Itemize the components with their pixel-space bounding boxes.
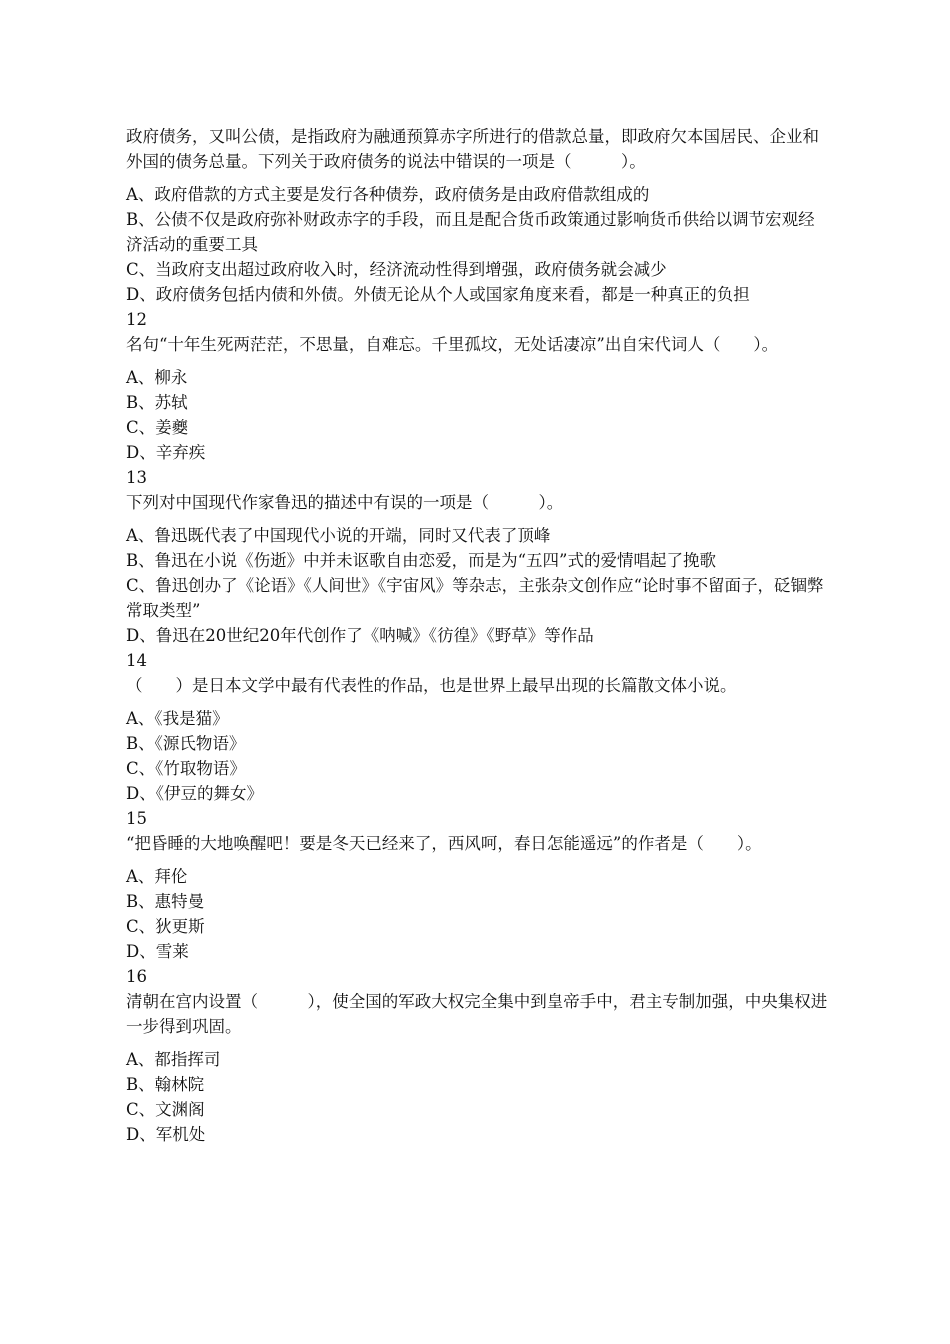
question-stem: 清朝在宫内设置（ ），使全国的军政大权完全集中到皇帝手中，君主专制加强，中央集权进一步得到巩固。 (126, 992, 828, 1036)
document-page (126, 124, 830, 1147)
question-stem: 政府债务，又叫公债，是指政府为融通预算赤字所进行的借款总量，即政府欠本国居民、企业和外国的债务总量。下列关于政府债务的说法中错误的一项是（ ）。 (126, 127, 819, 171)
option-b: B、鲁迅在小说《伤逝》中并未讴歌自由恋爱，而是为“五四”式的爱情唱起了挽歌 (126, 551, 716, 570)
option-a: A、都指挥司 (126, 1050, 221, 1069)
question-number: 15 (126, 809, 147, 828)
option-b: B、《源氏物语》 (126, 734, 246, 753)
question-number: 14 (126, 651, 147, 670)
option-a: A、《我是猫》 (126, 709, 229, 728)
option-d: D、雪莱 (126, 942, 189, 961)
option-a: A、鲁迅既代表了中国现代小说的开端，同时又代表了顶峰 (126, 526, 551, 545)
question-13 (126, 465, 830, 648)
question-14 (126, 648, 830, 806)
option-a: A、政府借款的方式主要是发行各种债券，政府债务是由政府借款组成的 (126, 185, 650, 204)
question-12 (126, 307, 830, 465)
question-15 (126, 806, 830, 964)
option-c: C、文渊阁 (126, 1100, 205, 1119)
option-b: B、苏轼 (126, 393, 188, 412)
option-c: C、狄更斯 (126, 917, 205, 936)
option-b: B、公债不仅是政府弥补财政赤字的手段，而且是配合货币政策通过影响货币供给以调节宏观经济活动的重要工具 (126, 210, 815, 254)
option-d: D、鲁迅在20世纪20年代创作了《呐喊》《彷徨》《野草》等作品 (126, 626, 594, 645)
question-16 (126, 964, 830, 1147)
option-c: C、鲁迅创办了《论语》《人间世》《宇宙风》等杂志，主张杂文创作应“论时事不留面子，砭锢弊常取类型” (126, 576, 824, 620)
option-c: C、当政府支出超过政府收入时，经济流动性得到增强，政府债务就会减少 (126, 260, 667, 279)
option-c: C、姜夔 (126, 418, 189, 437)
option-a: A、拜伦 (126, 867, 188, 886)
question-stem: 名句“十年生死两茫茫，不思量，自难忘。千里孤坟，无处话凄凉”出自宋代词人（ ）。 (126, 335, 779, 354)
question-11 (126, 124, 830, 307)
option-d: D、军机处 (126, 1125, 206, 1144)
question-number: 12 (126, 310, 147, 329)
option-c: C、《竹取物语》 (126, 759, 246, 778)
question-stem: 下列对中国现代作家鲁迅的描述中有误的一项是（ ）。 (126, 493, 564, 512)
option-b: B、惠特曼 (126, 892, 205, 911)
question-number: 13 (126, 468, 147, 487)
question-number: 16 (126, 967, 147, 986)
option-a: A、柳永 (126, 368, 188, 387)
option-d: D、政府债务包括内债和外债。外债无论从个人或国家角度来看，都是一种真正的负担 (126, 285, 750, 304)
option-d: D、辛弃疾 (126, 443, 206, 462)
option-b: B、翰林院 (126, 1075, 205, 1094)
option-d: D、《伊豆的舞女》 (126, 784, 263, 803)
question-stem: “把昏睡的大地唤醒吧！要是冬天已经来了，西风呵，春日怎能遥远”的作者是（ ）。 (126, 834, 762, 853)
question-stem: （ ）是日本文学中最有代表性的作品，也是世界上最早出现的长篇散文体小说。 (126, 676, 737, 695)
